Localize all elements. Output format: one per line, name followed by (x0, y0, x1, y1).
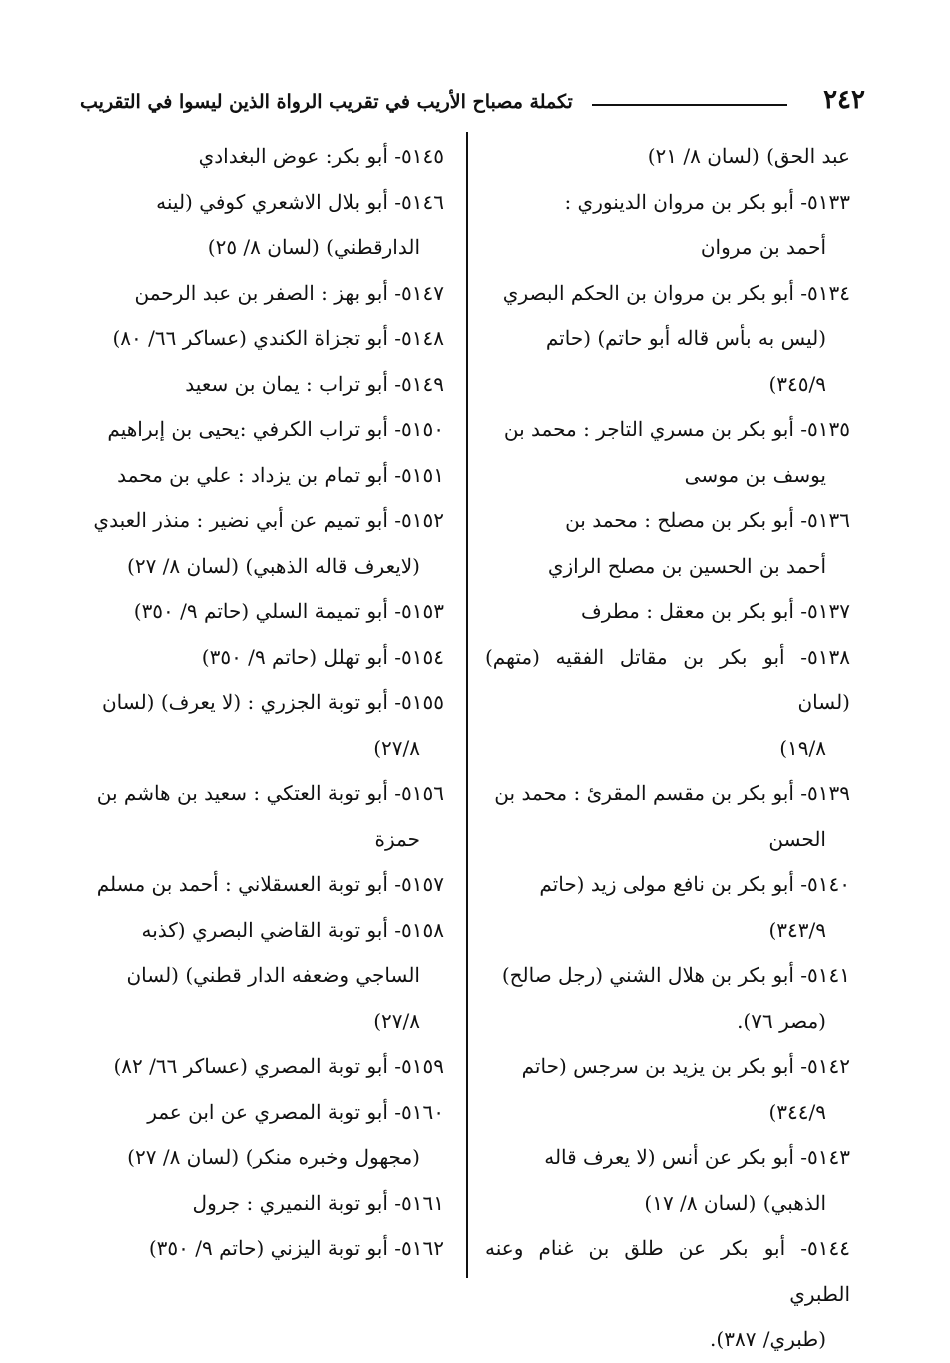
entry (485, 407, 850, 498)
entry (74, 316, 444, 362)
entry-line: ٥١٣٤- أبو بكر بن مروان بن الحكم البصري (502, 280, 850, 305)
entry-line: ٥١٣٧- أبو بكر بن معقل : مطرف (580, 599, 850, 623)
entry-line: ٥١٦١- أبو توبة النميري : جرول (192, 1190, 444, 1215)
entry-line: ٥١٥١- أبو تمام بن يزداد : علي بن محمد (117, 462, 444, 487)
entry-continuation-line: ٣٤٤/٩) (768, 1099, 826, 1124)
entry (485, 1135, 850, 1226)
page-header (80, 85, 865, 119)
entry-line: ٥١٦٠- أبو توبة المصري عن ابن عمر (147, 1099, 444, 1124)
entry-line: ٥١٣٥- أبو بكر بن مسري التاجر : محمد بن (503, 417, 850, 441)
entry-continuation-line: حمزة (374, 826, 420, 851)
entry-continuation-line: (مصر ٧٦). (737, 1008, 826, 1033)
header-rule (592, 104, 787, 106)
right-column (485, 134, 850, 1363)
entry (74, 635, 444, 681)
column-divider (466, 132, 468, 1278)
entry (74, 1226, 444, 1272)
entry-continuation-line: الذهبي) (لسان ٨/ ١٧) (644, 1190, 826, 1215)
entry-line: ٥١٤١- أبو بكر بن هلال الشني (رجل صالح) (501, 963, 850, 987)
entry-line: ٥١٥٦- أبو توبة العتكي : سعيد بن هاشم بن (96, 781, 444, 805)
entry (74, 407, 444, 453)
entry (485, 635, 850, 772)
entry-line: ٥١٥٤- أبو تهلل (حاتم ٩/ ٣٥٠) (201, 644, 444, 669)
entry (74, 1181, 444, 1227)
entry (485, 498, 850, 589)
entry-continuation-line: ٣٤٣/٩) (768, 917, 826, 942)
entry-continuation-line: ٣٤٥/٩) (768, 371, 826, 396)
entry-line: ٥١٤٣- أبو بكر عن أنس (لا يعرف قاله (544, 1145, 850, 1169)
entry (74, 862, 444, 908)
entry-continuation-line: الساجي وضعفه الدار قطني) (لسان (126, 963, 420, 987)
entry-continuation-line: الحسن (768, 826, 826, 851)
entry (485, 1226, 850, 1363)
entry-line: ٥١٥٣- أبو تميمة السلي (حاتم ٩/ ٣٥٠) (133, 599, 444, 623)
entry-continuation-line: الدارقطني) (لسان ٨/ ٢٥) (207, 235, 420, 259)
page-number: ٢٤٢ (823, 85, 865, 115)
entry-continuation-line: (مجهول وخبره منكر) (لسان ٨/ ٢٧) (127, 1145, 420, 1169)
entry-line: ٥١٣٦- أبو بكر بن مصلح : محمد بن (565, 508, 850, 532)
entry-line: ٥١٤٩- أبو تراب : يمان بن سعيد (185, 371, 444, 396)
entry-line: ٥١٦٢- أبو توبة اليزني (حاتم ٩/ ٣٥٠) (148, 1236, 444, 1260)
entry-line: ٥١٥٠- أبو تراب الكرفي :يحيى بن إبراهيم (107, 417, 444, 441)
entry (74, 180, 444, 271)
entry (74, 1044, 444, 1090)
entry-line: ٥١٥٥- أبو توبة الجزري : (لا يعرف) (لسان (101, 690, 444, 714)
entry-line: ٥١٥٨- أبو توبة القاضي البصري (كذبه (141, 917, 444, 942)
entry-line: عبد الحق) (لسان ٨/ ٢١) (647, 144, 850, 168)
entry (485, 271, 850, 408)
entry (74, 271, 444, 317)
entry (485, 180, 850, 271)
entry-continuation-line: أحمد بن مروان (700, 235, 826, 259)
entry (74, 589, 444, 635)
entry (74, 453, 444, 499)
entry (485, 1044, 850, 1135)
entry (74, 771, 444, 862)
entry (74, 498, 444, 589)
entry-line: ٥١٥٩- أبو توبة المصري (عساكر ٦٦/ ٨٢) (113, 1054, 444, 1078)
entry-continuation-line: (ليس به بأس قاله أبو حاتم) (حاتم (545, 326, 826, 350)
entry-line: ٥١٣٨- أبو بكر بن مقاتل الفقيه (متهم) (لسان (485, 644, 850, 714)
entry-line: ٥١٤٧- أبو بهز : الصفر بن عبد الرحمن (134, 280, 444, 305)
entry (74, 680, 444, 771)
entry-line: ٥١٤٨- أبو تجزاة الكندي (عساكر ٦٦/ ٨٠) (112, 326, 444, 350)
entry-line: ٥١٤٦- أبو بلال الاشعري كوفي (لينه (156, 189, 444, 214)
entry-line: ٥١٥٧- أبو توبة العسقلاني : أحمد بن مسلم (96, 872, 444, 896)
entry (485, 771, 850, 862)
entry-line: ٥١٥٢- أبو تميم عن أبي نضير : منذر العبدي (93, 508, 444, 532)
entry-continuation-line: (لايعرف قاله الذهبي) (لسان ٨/ ٢٧) (127, 553, 420, 578)
entry (485, 953, 850, 1044)
entry-line: ٥١٤٠- أبو بكر بن نافع مولى زيد (حاتم (539, 872, 850, 896)
running-title: تكملة مصباح الأريب في تقريب الرواة الذين ليسوا في التقريب (80, 91, 573, 113)
entry-line: ٥١٤٤- أبو بكر عن طلق بن غنام وعنه الطبري (485, 1236, 850, 1306)
entry (74, 134, 444, 180)
entry (485, 589, 850, 635)
entry (74, 362, 444, 408)
entry-line: ٥١٣٩- أبو بكر بن مقسم المقرئ : محمد بن (494, 781, 850, 805)
entry-continuation-line: يوسف بن موسى (684, 462, 826, 487)
left-column (74, 134, 444, 1272)
entry (485, 134, 850, 180)
entry-line: ٥١٤٥- أبو بكر: عوض البغدادي (198, 144, 444, 168)
entry (74, 1090, 444, 1181)
entry-continuation-line: أحمد بن الحسين بن مصلح الرازي (547, 553, 826, 578)
entry-continuation-line: ٢٧/٨) (373, 1008, 420, 1033)
entry-line: ٥١٤٢- أبو بكر بن يزيد بن سرجس (حاتم (521, 1054, 850, 1078)
entry-continuation-line: ٢٧/٨) (373, 735, 420, 760)
entry-continuation-line: (طبري/ ٣٨٧). (710, 1327, 826, 1351)
entry (485, 862, 850, 953)
entry-continuation-line: ١٩/٨) (779, 735, 826, 760)
entry (74, 908, 444, 1045)
entry-line: ٥١٣٣- أبو بكر بن مروان الدينوري : (564, 189, 850, 214)
